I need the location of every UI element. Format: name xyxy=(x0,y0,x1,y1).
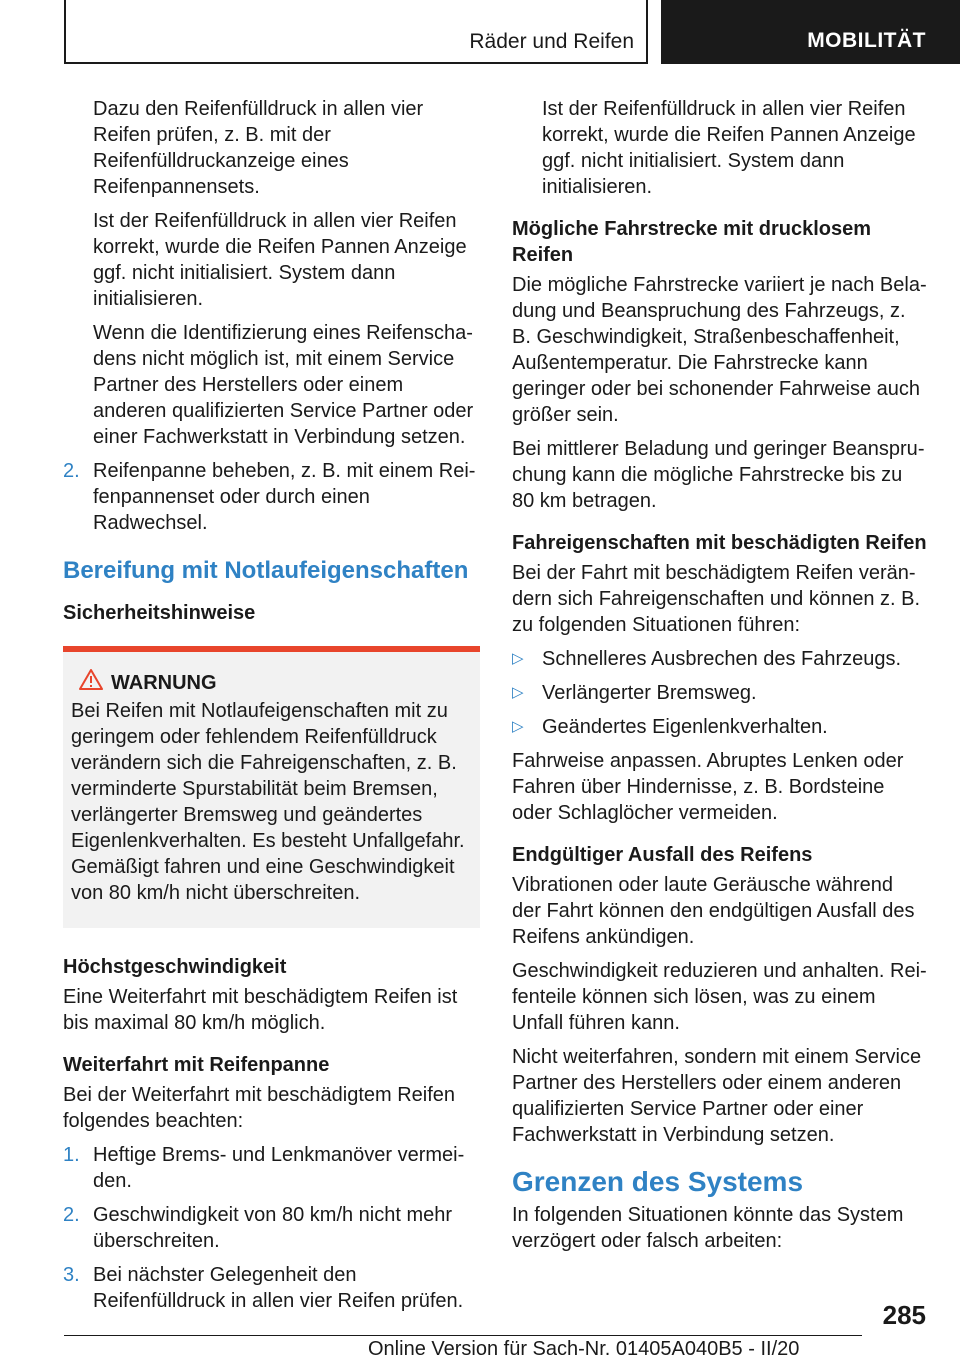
triangle-right-icon: ▷ xyxy=(512,650,524,667)
header-section-box xyxy=(64,0,648,64)
paragraph: Bei mittlerer Beladung und geringer Beanspruchung kann die mögliche Fahrstrecke bis zu 80 km betragen. xyxy=(512,438,925,512)
page-number: 285 xyxy=(882,1300,926,1330)
footer-divider xyxy=(64,1335,862,1336)
paragraph: Ist der Reifenfülldruck in allen vier Reifen korrekt, wurde die Reifen Pannen Anzeige ggf. nicht initialisiert. System dann initialisieren. xyxy=(93,210,467,310)
header-chapter-title: MOBILITÄT xyxy=(807,29,926,52)
right-column xyxy=(512,96,927,1262)
paragraph: Vibrationen oder laute Geräusche während der Fahrt können den endgültigen Ausfall des Reifens ankündigen. xyxy=(512,874,915,948)
warning-triangle-icon xyxy=(79,668,103,692)
list-item xyxy=(63,1142,480,1194)
subsection-heading: Weiterfahrt mit Reifenpanne xyxy=(63,1054,330,1076)
subsection-heading: Mögliche Fahrstrecke mit drucklosem Reifen xyxy=(512,218,872,266)
list-item-text: Geändertes Eigenlenkverhalten. xyxy=(542,716,828,738)
paragraph: Dazu den Reifenfülldruck in allen vier Reifen prüfen, z. B. mit der Reifenfülldruckanzeige eines Reifenpannensets. xyxy=(93,98,424,198)
list-item-text: Geschwindigkeit von 80 km/h nicht mehr überschreiten. xyxy=(93,1204,453,1252)
list-item-text: Schnelleres Ausbrechen des Fahrzeugs. xyxy=(542,648,902,670)
subsection-heading: Endgültiger Ausfall des Reifens xyxy=(512,844,813,866)
warning-text: Bei Reifen mit Notlaufeigenschaften mit zu geringem oder fehlendem Reifenfülldruck verändern sich die Fahreigenschaften, z. B. verminderte Spurstabilität beim Bremsen, verlängerter Bremsweg und geändertes Eigenlenkverhalten. Es besteht Unfallgefahr. Gemäßigt fahren und eine Geschwindigkeit von 80 km/h nicht überschreiten. xyxy=(71,700,465,904)
subsection-heading: Höchstgeschwindigkeit xyxy=(63,956,287,978)
list-item xyxy=(512,646,927,672)
list-item xyxy=(63,1202,480,1254)
warning-title: WARNUNG xyxy=(111,672,217,694)
paragraph: Bei der Weiterfahrt mit beschädigtem Reifen folgendes beachten: xyxy=(63,1084,456,1132)
paragraph: In folgenden Situationen könnte das System verzögert oder falsch arbeiten: xyxy=(512,1204,904,1252)
triangle-right-icon: ▷ xyxy=(512,684,524,701)
paragraph: Ist der Reifenfülldruck in allen vier Reifen korrekt, wurde die Reifen Pannen Anzeige ggf. nicht initialisiert. System dann initialisieren. xyxy=(542,98,916,198)
list-item-text: Heftige Brems- und Lenkmanöver vermeiden. xyxy=(93,1144,465,1192)
section-heading: Bereifung mit Notlaufeigenschaften xyxy=(63,557,469,584)
paragraph: Geschwindigkeit reduzieren und anhalten. Reifenteile können sich lösen, was zu einem Unfall führen kann. xyxy=(512,960,927,1034)
warning-title-row xyxy=(71,670,472,696)
paragraph: Wenn die Identifizierung eines Reifenschadens nicht möglich ist, mit einem Service Partner des Herstellers oder einem anderen qualifizierten Service Partner oder einer Fachwerkstatt in Verbindung setzen. xyxy=(93,322,474,448)
list-item-text: Bei nächster Gelegenheit den Reifenfülldruck in allen vier Reifen prüfen. xyxy=(93,1264,464,1312)
header-section-title: Räder und Reifen xyxy=(469,30,634,53)
subsection-heading: Sicherheitshinweise xyxy=(63,602,256,624)
triangle-right-icon: ▷ xyxy=(512,718,524,735)
list-item xyxy=(63,458,480,536)
paragraph: Bei der Fahrt mit beschädigtem Reifen verändern sich Fahreigenschaften und können z. B. zu folgenden Situationen führen: xyxy=(512,562,921,636)
paragraph: Die mögliche Fahrstrecke variiert je nach Beladung und Beanspruchung des Fahrzeugs, z. B. Geschwindigkeit, Straßenbeschaffenheit, Außentemperatur. Die Fahrstrecke kann geringer oder bei schonender Fahrweise auch größer sein. xyxy=(512,274,927,426)
list-item-text: Reifenpanne beheben, z. B. mit einem Reifenpannenset oder durch einen Radwechsel. xyxy=(93,460,476,534)
header-chapter-tab xyxy=(661,0,960,64)
list-number: 2. xyxy=(63,1204,80,1226)
footer-online-version: Online Version für Sach-Nr. 01405A040B5 - II/20 xyxy=(368,1338,800,1360)
list-item-text: Verlängerter Bremsweg. xyxy=(542,682,757,704)
list-item xyxy=(512,714,927,740)
list-number: 1. xyxy=(63,1144,80,1166)
left-column xyxy=(63,96,480,1322)
paragraph: Eine Weiterfahrt mit beschädigtem Reifen ist bis maximal 80 km/h möglich. xyxy=(63,986,458,1034)
subsection-heading: Fahreigenschaften mit beschädigten Reifen xyxy=(512,532,927,554)
paragraph: Fahrweise anpassen. Abruptes Lenken oder Fahren über Hindernisse, z. B. Bordsteine oder Schlaglöcher vermeiden. xyxy=(512,750,904,824)
warning-box xyxy=(63,646,480,928)
paragraph: Nicht weiterfahren, sondern mit einem Service Partner des Herstellers oder einem anderen qualifizierten Service Partner oder einer Fachwerkstatt in Verbindung setzen. xyxy=(512,1046,922,1146)
list-item xyxy=(63,1262,480,1314)
list-number: 3. xyxy=(63,1264,80,1286)
list-item xyxy=(512,680,927,706)
section-heading: Grenzen des Systems xyxy=(512,1166,804,1197)
list-number: 2. xyxy=(63,460,80,482)
